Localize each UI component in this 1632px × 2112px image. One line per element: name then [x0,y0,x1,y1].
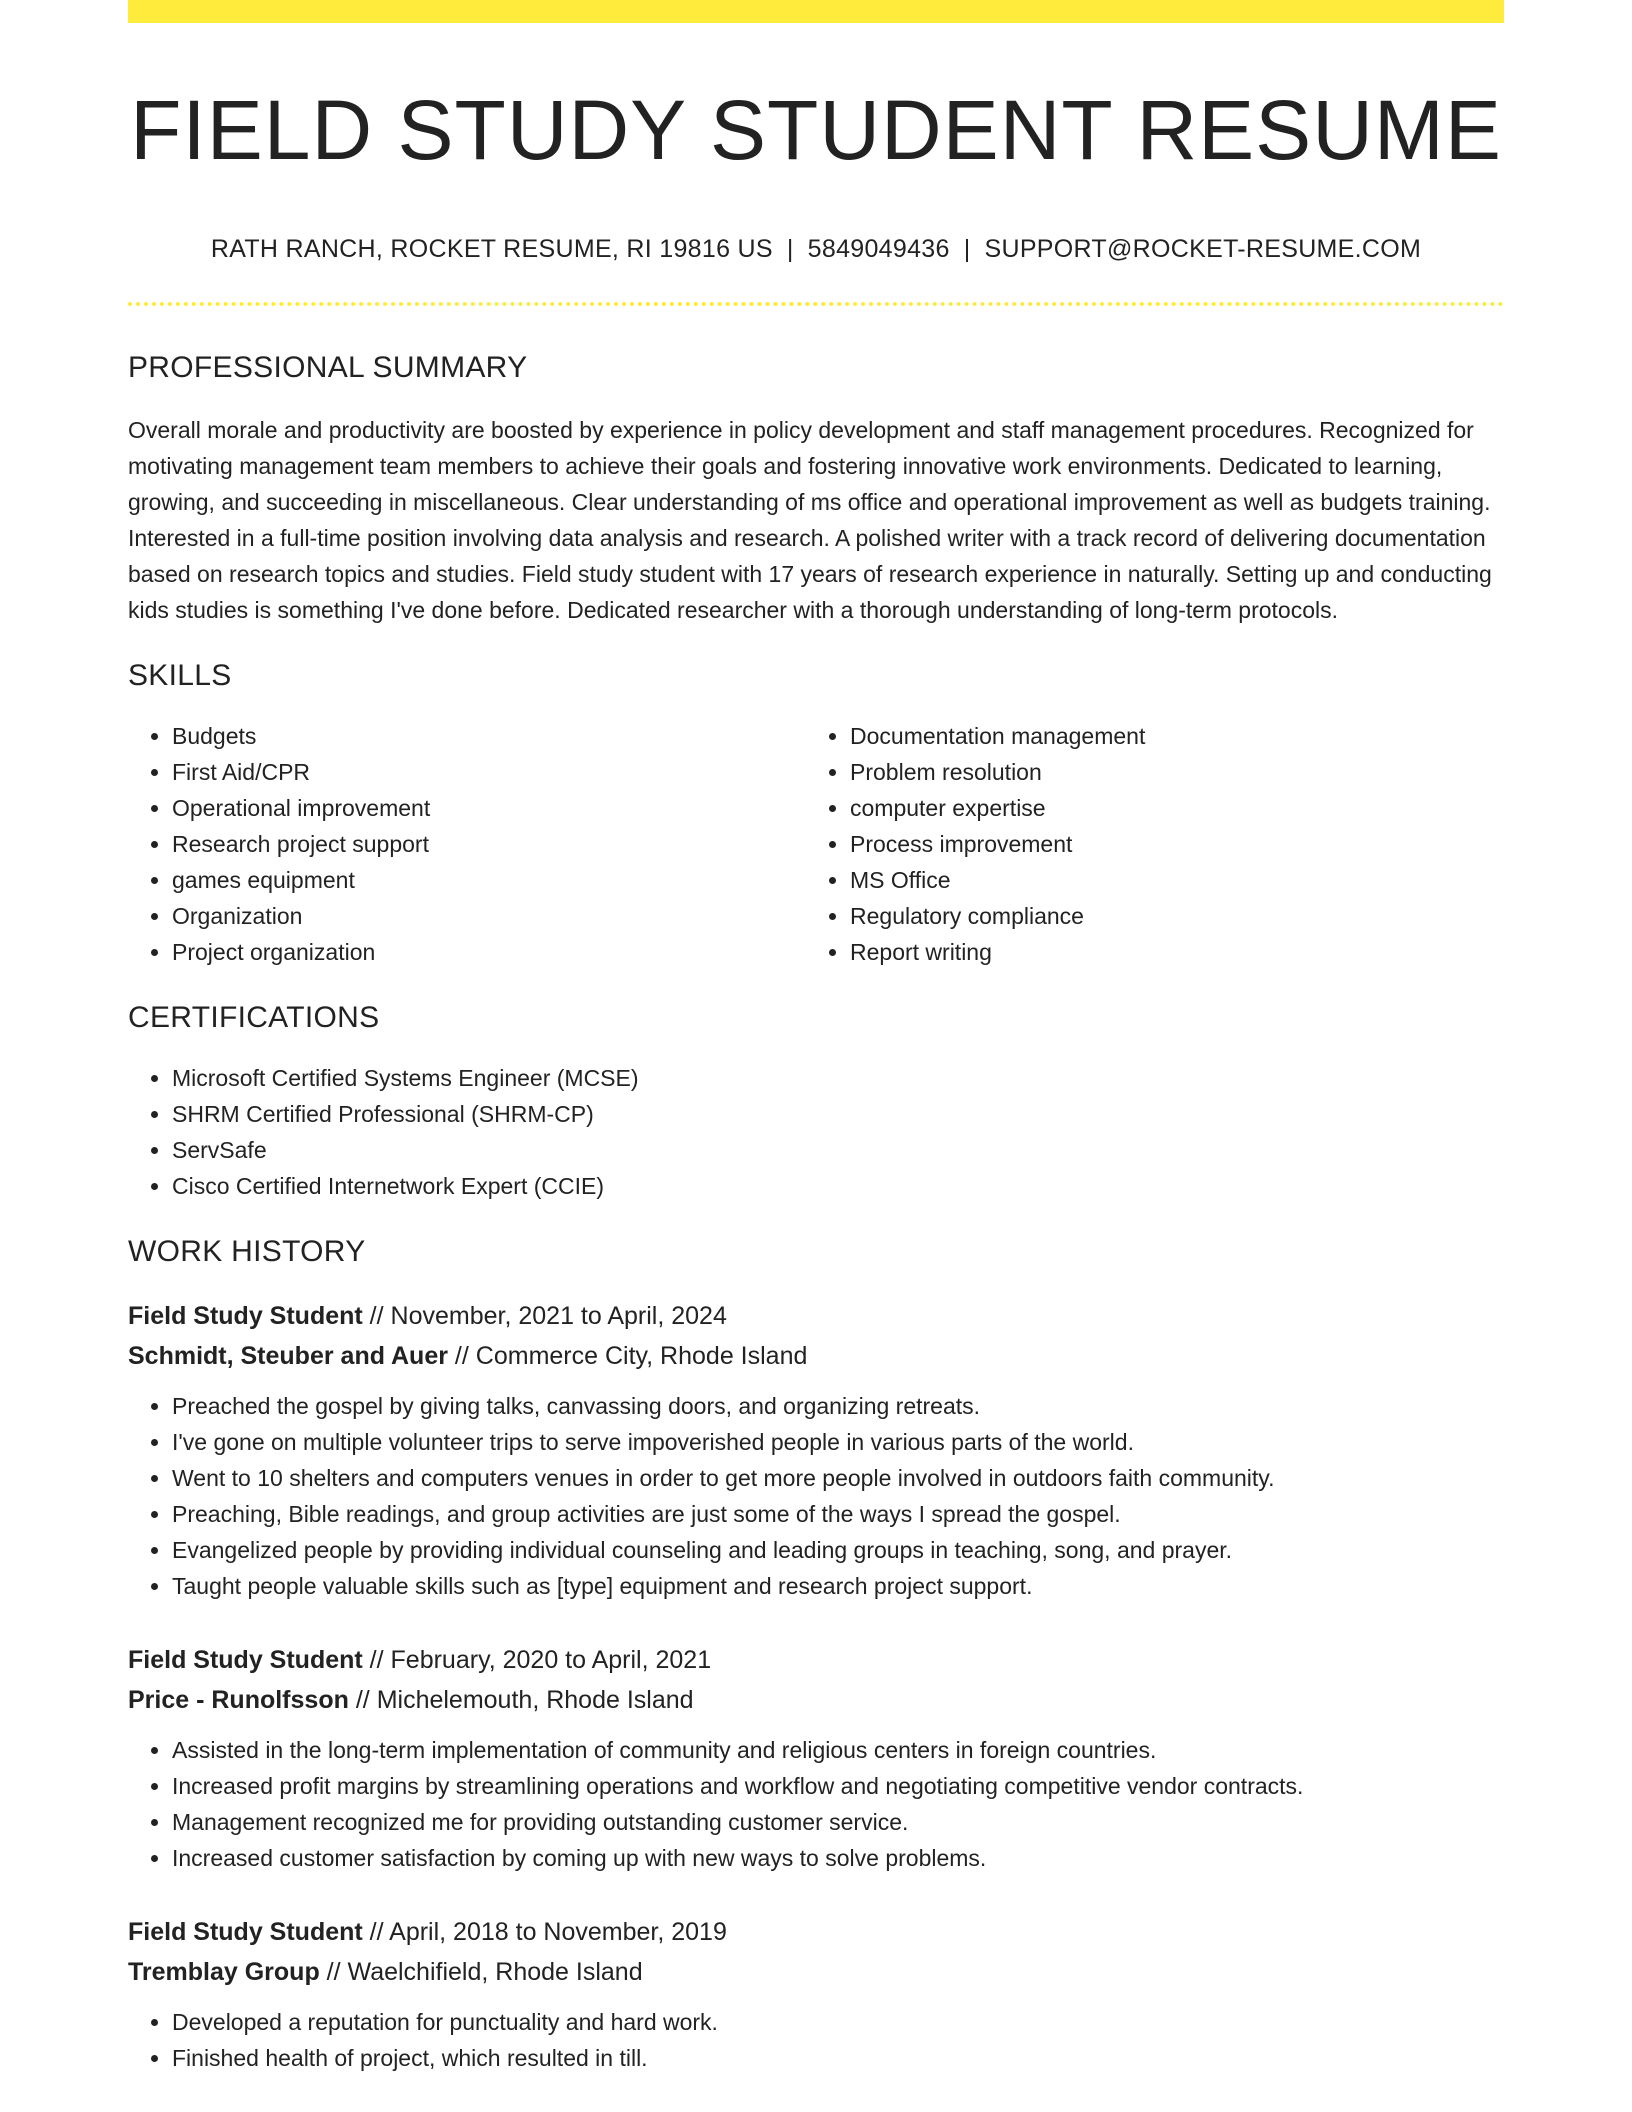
summary-text: Overall morale and productivity are boosted by experience in policy development and staff management procedures. Recognized for motivating management team members to achieve their goals and fostering innovative work environments. Dedicated to learning, growing, and succeeding in miscellaneous. Clear understanding of ms office and operational improvement as well as budgets training. Interested in a full-time position involving data analysis and research. A polished writer with a track record of delivering documentation based on research topics and studies. Field study student with 17 years of research experience in naturally. Setting up and conducting kids studies is something I've done before. Dedicated researcher with a thorough understanding of long-term protocols. [128,417,1492,623]
skill-item: • Research project support [172,826,806,862]
resume-content [128,0,1504,2076]
job-bullet: • Evangelized people by providing individual counseling and leading groups in teaching, song, and prayer. [172,1532,1504,1568]
skill-item: • Budgets [172,718,806,754]
job-title: Field Study Student [128,1918,363,1946]
job-bullets [128,2004,1504,2076]
job-company-line [128,1952,1504,1992]
contact-separator: | [786,235,794,263]
dotted-divider [128,302,1504,306]
skill-item: • Process improvement [850,826,1484,862]
work-history-heading: WORK HISTORY [128,1235,366,1268]
job-bullet: • Went to 10 shelters and computers venues in order to get more people involved in outdoors faith community. [172,1460,1504,1496]
job-separator: // [326,1958,341,1986]
skills-column-right [806,718,1484,970]
job-location: Waelchifield, Rhode Island [347,1958,643,1986]
job-company: Schmidt, Steuber and Auer [128,1342,448,1370]
job-bullet: • Developed a reputation for punctuality and hard work. [172,2004,1504,2040]
job-bullets [128,1388,1504,1604]
job-company-line [128,1336,1504,1376]
job-bullet: • Preaching, Bible readings, and group activities are just some of the ways I spread the gospel. [172,1496,1504,1532]
summary-heading: PROFESSIONAL SUMMARY [128,351,528,384]
job-title-line [128,1296,1504,1336]
skill-item: • Regulatory compliance [850,898,1484,934]
skill-item: • Problem resolution [850,754,1484,790]
job-bullet: • I've gone on multiple volunteer trips to serve impoverished people in various parts of the world. [172,1424,1504,1460]
job-dates: February, 2020 to April, 2021 [390,1646,712,1674]
job-bullet: • Assisted in the long-term implementation of community and religious centers in foreign countries. [172,1732,1504,1768]
job-location: Commerce City, Rhode Island [475,1342,808,1370]
job-location: Michelemouth, Rhode Island [376,1686,694,1714]
skill-item: • MS Office [850,862,1484,898]
certification-item: • ServSafe [172,1132,1504,1168]
job-bullets [128,1732,1504,1876]
skill-item: • computer expertise [850,790,1484,826]
contact-phone: 5849049436 [807,235,950,263]
certifications-heading: CERTIFICATIONS [128,1001,380,1034]
contact-address: RATH RANCH, ROCKET RESUME, RI 19816 US [210,235,773,263]
job-company-line [128,1680,1504,1720]
job-dates: April, 2018 to November, 2019 [389,1918,727,1946]
job-company: Price - Runolfsson [128,1686,349,1714]
job-title-line [128,1640,1504,1680]
certification-item: • Microsoft Certified Systems Engineer (MCSE) [172,1060,1504,1096]
contact-email: SUPPORT@ROCKET-RESUME.COM [984,235,1422,263]
certification-item: • Cisco Certified Internetwork Expert (CCIE) [172,1168,1504,1204]
job-bullet: • Increased customer satisfaction by coming up with new ways to solve problems. [172,1840,1504,1876]
job-company: Tremblay Group [128,1958,320,1986]
job-separator: // [454,1342,469,1370]
job-separator: // [369,1302,384,1330]
skill-item: • Documentation management [850,718,1484,754]
skill-item: • Organization [172,898,806,934]
job-bullet: • Finished health of project, which resulted in till. [172,2040,1504,2076]
job-entry [128,1640,1504,1876]
job-bullet: • Management recognized me for providing outstanding customer service. [172,1804,1504,1840]
certification-item: • SHRM Certified Professional (SHRM-CP) [172,1096,1504,1132]
skill-item: • Project organization [172,934,806,970]
skill-item: • games equipment [172,862,806,898]
skills-heading: SKILLS [128,659,232,692]
skills-column-left [128,718,806,970]
job-bullet: • Increased profit margins by streamlining operations and workflow and negotiating competitive vendor contracts. [172,1768,1504,1804]
certifications-list [128,1060,1504,1204]
job-title: Field Study Student [128,1302,363,1330]
job-title-line [128,1912,1504,1952]
job-separator: // [369,1918,384,1946]
job-entry [128,1912,1504,2076]
job-separator: // [369,1646,384,1674]
skill-item: • First Aid/CPR [172,754,806,790]
job-dates: November, 2021 to April, 2024 [390,1302,727,1330]
resume-title: FIELD STUDY STUDENT RESUME [130,83,1502,177]
job-entry [128,1296,1504,1604]
job-title: Field Study Student [128,1646,363,1674]
skill-item: • Operational improvement [172,790,806,826]
skills-list [128,718,1504,970]
contact-separator: | [963,235,971,263]
skill-item: • Report writing [850,934,1484,970]
contact-line [128,234,1504,264]
job-bullet: • Preached the gospel by giving talks, canvassing doors, and organizing retreats. [172,1388,1504,1424]
job-bullet: • Taught people valuable skills such as [type] equipment and research project support. [172,1568,1504,1604]
job-separator: // [355,1686,370,1714]
